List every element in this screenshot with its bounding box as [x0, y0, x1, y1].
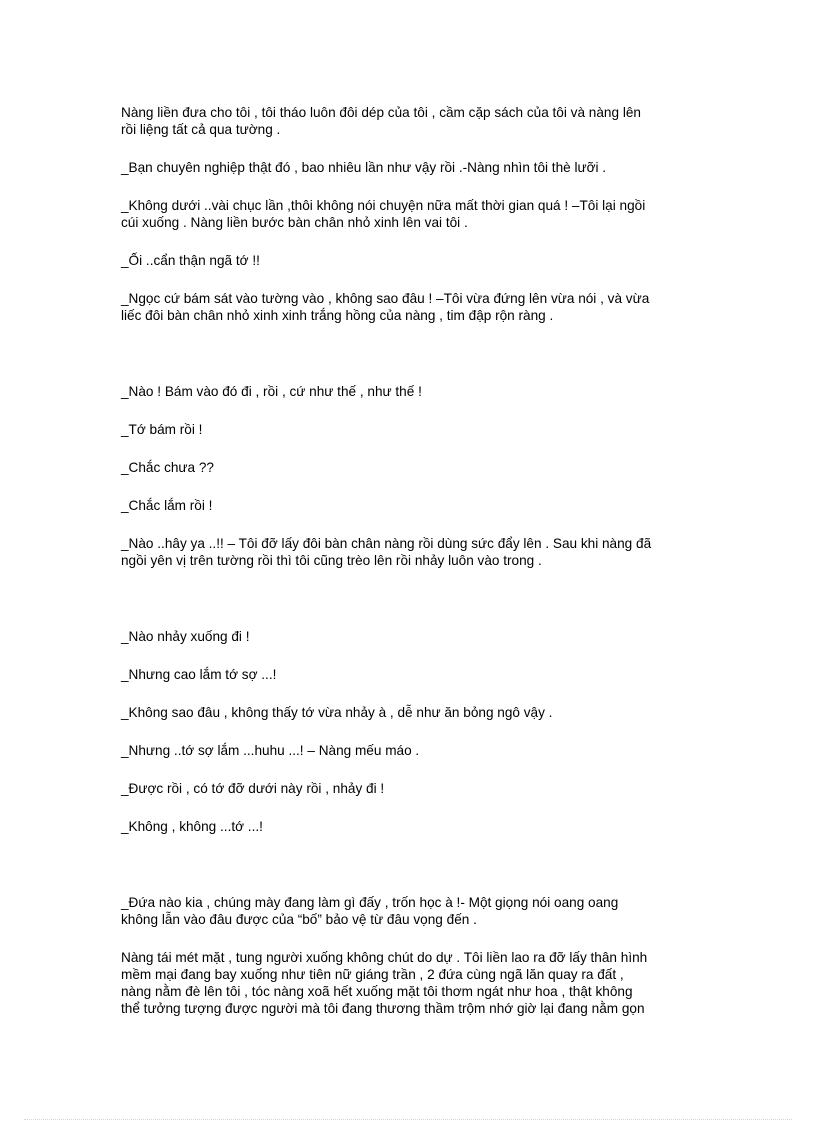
text-line: _Ngọc cứ bám sát vào tường vào , không sao đâu ! –Tôi vừa đứng lên vừa nói , và vừa [121, 291, 650, 306]
paragraph [121, 704, 701, 721]
text-line: mềm mại đang bay xuống như tiên nữ giáng trần , 2 đứa cùng ngã lăn quay ra đất , [121, 967, 624, 982]
text-line: _Nào ! Bám vào đó đi , rồi , cứ như thế , như thế ! [121, 384, 422, 399]
text-line: _Bạn chuyên nghiệp thật đó , bao nhiêu lần như vậy rồi .-Nàng nhìn tôi thè lưỡi . [121, 160, 607, 175]
text-line: _Không , không ...tớ ...! [121, 819, 263, 834]
paragraph [121, 949, 701, 1017]
text-line: rồi liệng tất cả qua tường . [121, 122, 281, 137]
paragraph-gap [121, 856, 701, 894]
text-line: _Được rồi , có tớ đỡ dưới này rồi , nhảy đi ! [121, 781, 385, 796]
paragraph [121, 290, 701, 324]
paragraph [121, 383, 701, 400]
text-line: _Nào nhảy xuống đi ! [121, 629, 250, 644]
paragraph [121, 535, 701, 569]
text-line: cúi xuống . Nàng liền bước bàn chân nhỏ xinh lên vai tôi . [121, 215, 468, 230]
text-line: _Đứa nào kia , chúng mày đang làm gì đấy , trốn học à !- Một giọng nói oang oang [121, 895, 619, 910]
text-line: ngồi yên vị trên tường rồi thì tôi cũng trèo lên rồi nhảy luôn vào trong . [121, 553, 542, 568]
paragraph [121, 197, 701, 231]
text-line: _Ối ..cẩn thận ngã tớ !! [121, 253, 260, 268]
page-bottom-divider [24, 1119, 792, 1120]
text-line: Nàng liền đưa cho tôi , tôi tháo luôn đôi dép của tôi , cầm cặp sách của tôi và nàng lên [121, 105, 641, 120]
document-body [121, 104, 701, 1038]
paragraph [121, 894, 701, 928]
paragraph [121, 780, 701, 797]
text-line: _Nhưng ..tớ sợ lắm ...huhu ...! – Nàng mếu máo . [121, 743, 420, 758]
paragraph [121, 497, 701, 514]
paragraph [121, 159, 701, 176]
paragraph [121, 742, 701, 759]
text-line: _Chắc chưa ?? [121, 460, 214, 475]
paragraph [121, 252, 701, 269]
text-line: _Không dưới ..vài chục lần ,thôi không nói chuyện nữa mất thời gian quá ! –Tôi lại ngồi [121, 198, 646, 213]
paragraph-gap [121, 345, 701, 383]
paragraph [121, 104, 701, 138]
text-line: _Không sao đâu , không thấy tớ vừa nhảy à , dễ như ăn bỏng ngô vậy . [121, 705, 553, 720]
paragraph [121, 459, 701, 476]
paragraph [121, 628, 701, 645]
text-line: _Chắc lắm rồi ! [121, 498, 213, 513]
paragraph-gap [121, 590, 701, 628]
text-line: Nàng tái mét mặt , tung người xuống không chút do dự . Tôi liền lao ra đỡ lấy thân hình [121, 950, 648, 965]
text-line: _Nhưng cao lắm tớ sợ ...! [121, 667, 277, 682]
paragraph [121, 818, 701, 835]
text-line: thể tưởng tượng được người mà tôi đang thương thầm trộm nhớ giờ lại đang nằm gọn [121, 1001, 645, 1016]
text-line: không lẫn vào đâu được của “bố” bảo vệ từ đâu vọng đến . [121, 912, 477, 927]
paragraph [121, 666, 701, 683]
text-line: _Nào ..hây ya ..!! – Tôi đỡ lấy đôi bàn chân nàng rồi dùng sức đẩy lên . Sau khi nàng đã [121, 536, 652, 551]
text-line: nàng nằm đè lên tôi , tóc nàng xoã hết xuống mặt tôi thơm ngát như hoa , thật không [121, 984, 633, 999]
text-line: _Tớ bám rồi ! [121, 422, 203, 437]
paragraph [121, 421, 701, 438]
text-line: liếc đôi bàn chân nhỏ xinh xinh trắng hồng của nàng , tim đập rộn ràng . [121, 308, 554, 323]
